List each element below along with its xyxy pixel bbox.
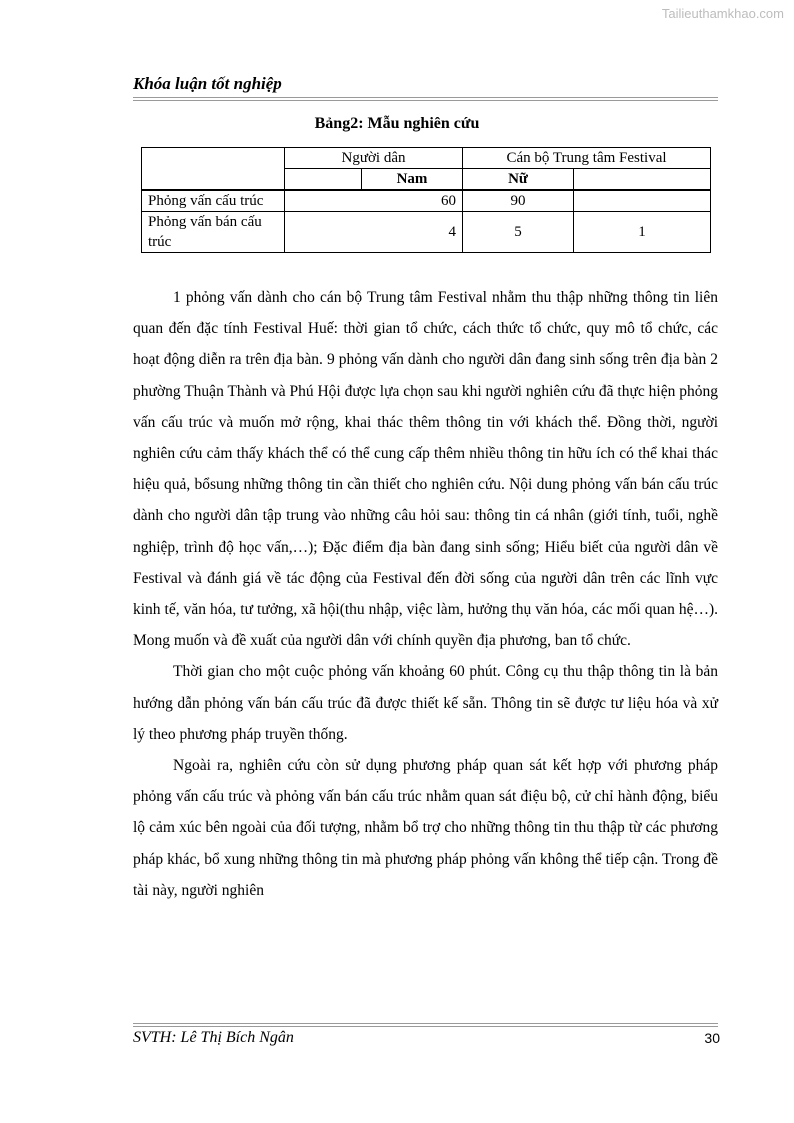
table-corner-cell — [142, 148, 285, 191]
header-can-bo: Cán bộ Trung tâm Festival — [463, 148, 711, 169]
subheader-nu: Nữ — [463, 169, 574, 191]
table-header-row — [142, 148, 711, 169]
page-number: 30 — [704, 1030, 720, 1046]
paragraph: 1 phỏng vấn dành cho cán bộ Trung tâm Festival nhằm thu thập những thông tin liên quan đến đặc tính Festival Huế: thời gian tổ chức, cách thức tổ chức, quy mô tổ chức, các hoạt động diễn ra trên địa bàn. 9 phỏng vấn dành cho người dân đang sinh sống trên địa bàn 2 phường Thuận Thành và Phú Hội được lựa chọn sau khi người nghiên cứu đã thực hiện phỏng vấn cấu trúc và muốn mở rộng, khai thác thêm thông tin với khách thể. Đồng thời, người nghiên cứu cảm thấy khách thể có thể cung cấp thêm nhiều thông tin hữu ích có thể khai thác hiệu quả, bổsung những thông tin cần thiết cho nghiên cứu. Nội dung phỏng vấn bán cấu trúc dành cho người dân tập trung vào những câu hỏi sau: thông tin cá nhân (giới tính, tuổi, nghề nghiệp, trình độ học vấn,…); Đặc điểm địa bàn đang sinh sống; Hiểu biết của người dân về Festival và đánh giá về tác động của Festival đến đời sống của người dân trên các lĩnh vực kinh tế, văn hóa, tư tưởng, xã hội(thu nhập, việc làm, hưởng thụ văn hóa, các mối quan hệ…). Mong muốn và đề xuất của người dân với chính quyền địa phương, ban tổ chức. — [133, 289, 718, 650]
watermark-text: Tailieuthamkhao.com — [661, 6, 784, 21]
paragraph: Thời gian cho một cuộc phỏng vấn khoảng 60 phút. Công cụ thu thập thông tin là bản hướng dẫn phỏng vấn bán cấu trúc đã được thiết kế sẵn. Thông tin sẽ được tư liệu hóa và xử lý theo phương pháp truyền thống. — [133, 663, 718, 743]
row-value-nguoi-dan: 60 — [285, 190, 463, 212]
row-label: Phỏng vấn cấu trúc — [142, 190, 285, 212]
body-text — [133, 282, 718, 906]
header-divider — [133, 97, 718, 101]
subheader-empty-cell — [285, 169, 362, 191]
row-value-nguoi-dan: 4 — [285, 212, 463, 253]
table-caption: Bảng2: Mẫu nghiên cứu — [314, 115, 480, 132]
row-label: Phỏng vấn bán cấu trúc — [142, 212, 285, 253]
subheader-empty-cell — [574, 169, 711, 191]
row-value-nu — [574, 190, 711, 212]
row-value-nam: 5 — [463, 212, 574, 253]
footer-author: SVTH: Lê Thị Bích Ngân — [133, 1029, 294, 1046]
table-row — [142, 190, 711, 212]
header-nguoi-dan: Người dân — [285, 148, 463, 169]
footer-divider — [133, 1023, 718, 1027]
table-row — [142, 212, 711, 253]
running-header-title: Khóa luận tốt nghiệp — [133, 74, 282, 93]
paragraph: Ngoài ra, nghiên cứu còn sử dụng phương pháp quan sát kết hợp với phương pháp phỏng vấn cấu trúc và phỏng vấn bán cấu trúc nhằm quan sát điệu bộ, cử chỉ hành động, biểu lộ cảm xúc bên ngoài của đối tượng, nhằm bổ trợ cho những thông tin thu thập từ các phương pháp khác, bổ xung những thông tin mà phương pháp phỏng vấn không thể tiếp cận. Trong đề tài này, người nghiên — [133, 757, 718, 899]
row-value-nu: 1 — [574, 212, 711, 253]
sample-table — [141, 147, 711, 253]
subheader-nam: Nam — [362, 169, 463, 191]
row-value-nam: 90 — [463, 190, 574, 212]
